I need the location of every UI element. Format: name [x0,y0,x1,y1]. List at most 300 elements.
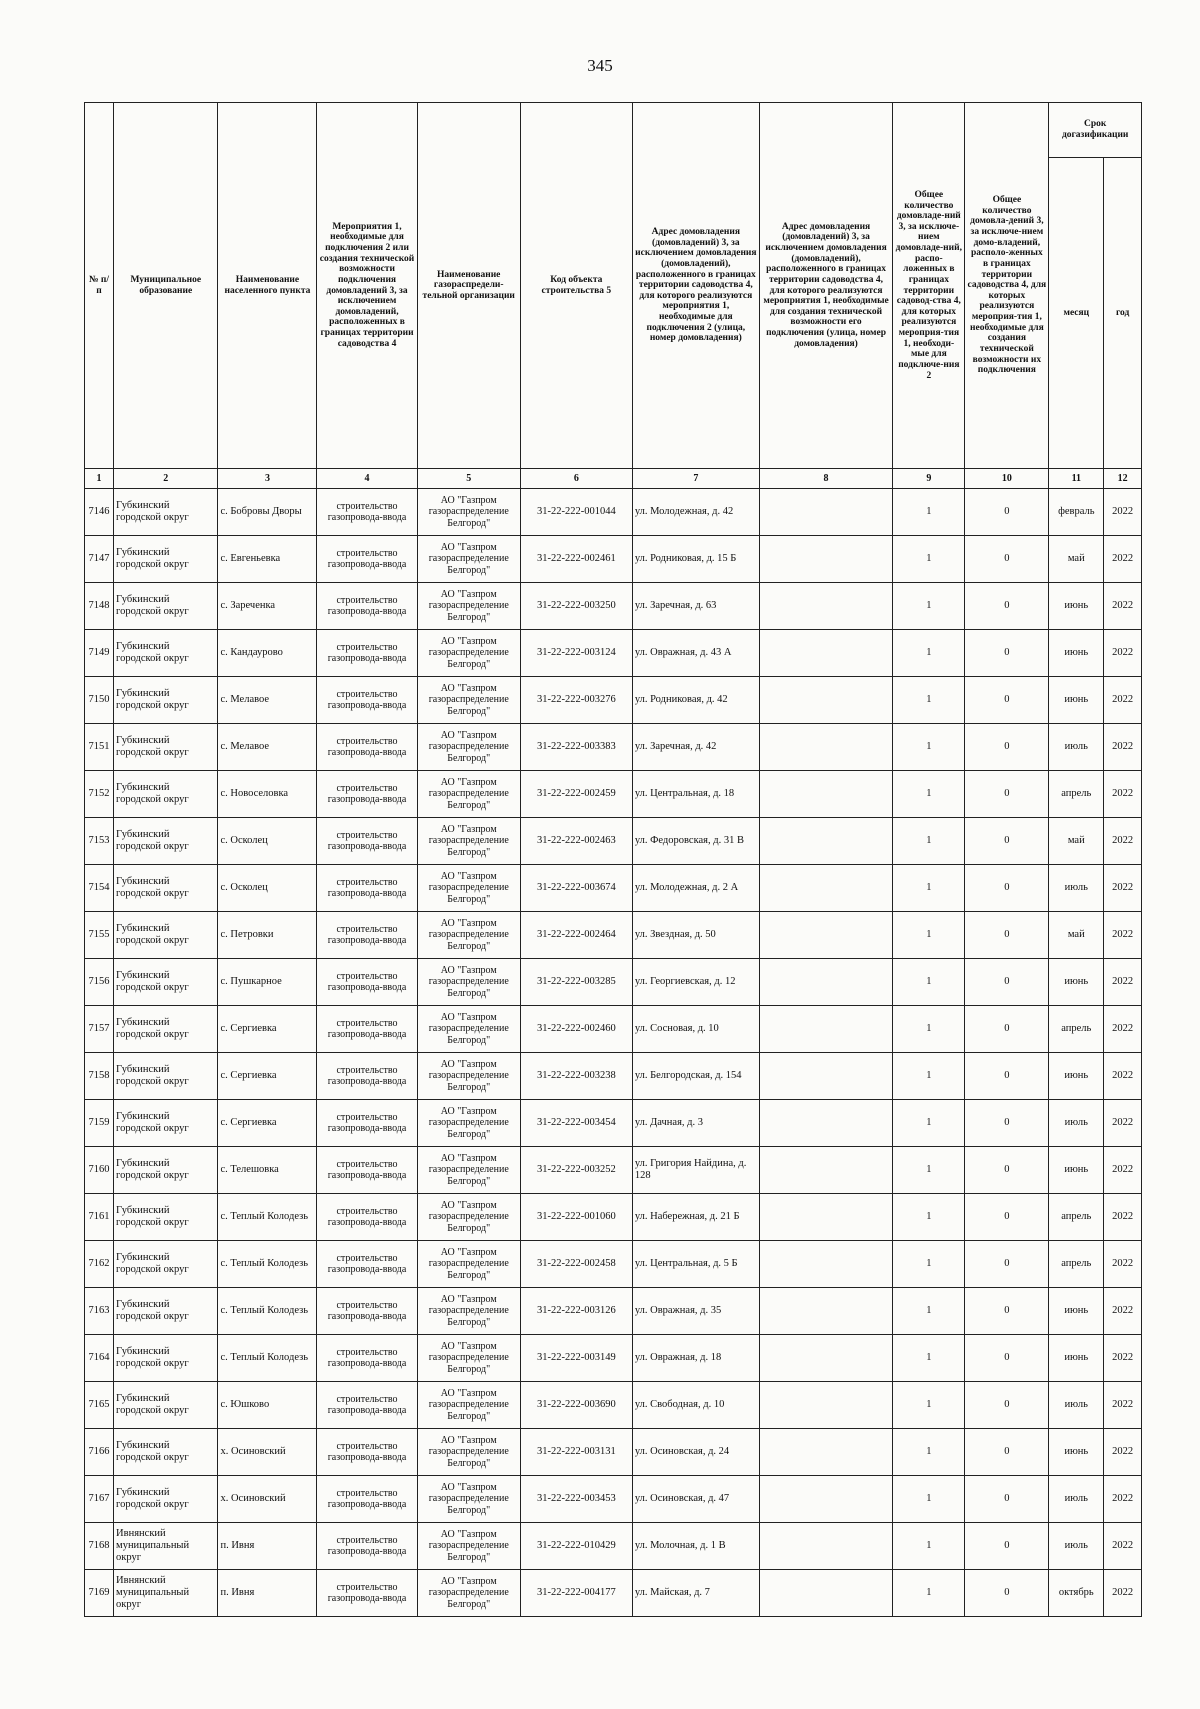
cell-activity: строительство газопровода-ввода [317,1288,417,1335]
cell-address: ул. Родниковая, д. 15 Б [632,536,759,583]
cell-address-technical [759,1523,892,1570]
cell-organization: АО "Газпром газораспределение Белгород" [417,959,520,1006]
column-number: 4 [317,469,417,489]
cell-municipality: Губкинский городской округ [114,818,218,865]
cell-count-connection: 1 [893,536,965,583]
cell-municipality: Губкинский городской округ [114,771,218,818]
cell-month: июль [1049,1100,1104,1147]
cell-activity: строительство газопровода-ввода [317,1006,417,1053]
column-number: 12 [1104,469,1142,489]
cell-settlement: х. Осиновский [218,1429,317,1476]
cell-address-technical [759,1382,892,1429]
cell-year: 2022 [1104,818,1142,865]
cell-row-number: 7150 [85,677,114,724]
cell-year: 2022 [1104,1429,1142,1476]
cell-settlement: с. Сергиевка [218,1100,317,1147]
cell-object-code: 31-22-222-002460 [520,1006,632,1053]
table-row [85,583,1142,630]
cell-year: 2022 [1104,1194,1142,1241]
table-row [85,1241,1142,1288]
cell-year: 2022 [1104,1053,1142,1100]
cell-municipality: Губкинский городской округ [114,1241,218,1288]
cell-row-number: 7160 [85,1147,114,1194]
cell-organization: АО "Газпром газораспределение Белгород" [417,912,520,959]
cell-settlement: с. Пушкарное [218,959,317,1006]
cell-organization: АО "Газпром газораспределение Белгород" [417,724,520,771]
cell-address-technical [759,1006,892,1053]
cell-address-technical [759,630,892,677]
cell-municipality: Губкинский городской округ [114,1335,218,1382]
cell-count-technical: 0 [965,1194,1049,1241]
cell-settlement: с. Мелавое [218,677,317,724]
cell-settlement: с. Теплый Колодезь [218,1194,317,1241]
cell-count-connection: 1 [893,865,965,912]
cell-month: июнь [1049,959,1104,1006]
cell-address: ул. Овражная, д. 43 А [632,630,759,677]
cell-month: июнь [1049,1147,1104,1194]
cell-count-technical: 0 [965,1382,1049,1429]
cell-address: ул. Звездная, д. 50 [632,912,759,959]
cell-count-connection: 1 [893,1006,965,1053]
cell-count-connection: 1 [893,1382,965,1429]
cell-address-technical [759,1100,892,1147]
cell-count-technical: 0 [965,1523,1049,1570]
cell-month: июнь [1049,1335,1104,1382]
cell-address: ул. Федоровская, д. 31 В [632,818,759,865]
table-row [85,677,1142,724]
cell-year: 2022 [1104,630,1142,677]
header-number: № п/п [85,103,114,469]
cell-address: ул. Осиновская, д. 24 [632,1429,759,1476]
cell-count-technical: 0 [965,1335,1049,1382]
table-row [85,1147,1142,1194]
cell-row-number: 7164 [85,1335,114,1382]
cell-address-technical [759,1570,892,1617]
cell-count-technical: 0 [965,630,1049,677]
cell-row-number: 7155 [85,912,114,959]
cell-settlement: с. Теплый Колодезь [218,1241,317,1288]
cell-count-technical: 0 [965,1241,1049,1288]
cell-object-code: 31-22-222-003690 [520,1382,632,1429]
cell-object-code: 31-22-222-002459 [520,771,632,818]
cell-object-code: 31-22-222-003149 [520,1335,632,1382]
table-row [85,959,1142,1006]
cell-month: апрель [1049,1241,1104,1288]
cell-count-technical: 0 [965,536,1049,583]
cell-municipality: Губкинский городской округ [114,1288,218,1335]
cell-municipality: Губкинский городской округ [114,677,218,724]
cell-month: май [1049,818,1104,865]
header-address-technical: Адрес домовладения (домовладений) 3, за исключением домовладения (домовладений), расположенного в границах территории садоводства 4, для которого реализуются мероприятия 1, необходимые для создания технической возможности его подключения (улица, номер домовладения) [759,103,892,469]
cell-row-number: 7158 [85,1053,114,1100]
cell-activity: строительство газопровода-ввода [317,771,417,818]
cell-object-code: 31-22-222-010429 [520,1523,632,1570]
cell-object-code: 31-22-222-002458 [520,1241,632,1288]
header-count-connection: Общее количество домовладе-ний 3, за исключе-нием домовладе-ний, распо-ложенных в границах территории садовод-ства 4, для которых реализуются мероприя-тия 1, необходи-мые для подключе-ния 2 [893,103,965,469]
table-row [85,1335,1142,1382]
cell-address: ул. Свободная, д. 10 [632,1382,759,1429]
cell-organization: АО "Газпром газораспределение Белгород" [417,1382,520,1429]
header-settlement: Наименование населенного пункта [218,103,317,469]
cell-year: 2022 [1104,677,1142,724]
cell-activity: строительство газопровода-ввода [317,489,417,536]
table-row [85,536,1142,583]
cell-activity: строительство газопровода-ввода [317,677,417,724]
column-number: 3 [218,469,317,489]
cell-activity: строительство газопровода-ввода [317,583,417,630]
cell-month: апрель [1049,1006,1104,1053]
cell-count-technical: 0 [965,818,1049,865]
cell-municipality: Губкинский городской округ [114,1476,218,1523]
cell-count-connection: 1 [893,1335,965,1382]
cell-activity: строительство газопровода-ввода [317,1053,417,1100]
cell-row-number: 7151 [85,724,114,771]
header-year: год [1104,158,1142,469]
cell-row-number: 7161 [85,1194,114,1241]
table-row [85,1053,1142,1100]
cell-year: 2022 [1104,912,1142,959]
cell-address-technical [759,1241,892,1288]
cell-settlement: с. Евгеньевка [218,536,317,583]
cell-settlement: с. Кандауровo [218,630,317,677]
cell-row-number: 7156 [85,959,114,1006]
table-row [85,1476,1142,1523]
cell-month: май [1049,912,1104,959]
cell-municipality: Губкинский городской округ [114,1053,218,1100]
cell-object-code: 31-22-222-003285 [520,959,632,1006]
cell-municipality: Губкинский городской округ [114,912,218,959]
cell-activity: строительство газопровода-ввода [317,1241,417,1288]
cell-count-connection: 1 [893,959,965,1006]
cell-month: июнь [1049,677,1104,724]
cell-organization: АО "Газпром газораспределение Белгород" [417,818,520,865]
cell-count-technical: 0 [965,865,1049,912]
cell-object-code: 31-22-222-003252 [520,1147,632,1194]
cell-address: ул. Молодежная, д. 42 [632,489,759,536]
cell-object-code: 31-22-222-003276 [520,677,632,724]
table-row [85,489,1142,536]
cell-count-connection: 1 [893,489,965,536]
cell-year: 2022 [1104,489,1142,536]
cell-address-technical [759,1147,892,1194]
cell-organization: АО "Газпром газораспределение Белгород" [417,1053,520,1100]
cell-address: ул. Дачная, д. 3 [632,1100,759,1147]
cell-year: 2022 [1104,1288,1142,1335]
cell-municipality: Губкинский городской округ [114,583,218,630]
header-organization: Наименование газораспредели-тельной организации [417,103,520,469]
cell-activity: строительство газопровода-ввода [317,1476,417,1523]
cell-count-technical: 0 [965,912,1049,959]
cell-object-code: 31-22-222-003383 [520,724,632,771]
cell-address: ул. Молочная, д. 1 В [632,1523,759,1570]
cell-year: 2022 [1104,536,1142,583]
cell-count-technical: 0 [965,1053,1049,1100]
cell-count-technical: 0 [965,1476,1049,1523]
cell-address: ул. Заречная, д. 42 [632,724,759,771]
cell-activity: строительство газопровода-ввода [317,1523,417,1570]
cell-count-technical: 0 [965,677,1049,724]
cell-address-technical [759,818,892,865]
cell-count-connection: 1 [893,677,965,724]
cell-month: июнь [1049,1429,1104,1476]
cell-month: июль [1049,1523,1104,1570]
header-count-technical: Общее количество домовла-дений 3, за исключе-нием домо-владений, располо-женных в границах территории садоводства 4, для которых реализуются мероприя-тия 1, необходимые для создания технической возможности их подключения [965,103,1049,469]
cell-settlement: с. Новоселовка [218,771,317,818]
cell-organization: АО "Газпром газораспределение Белгород" [417,1429,520,1476]
cell-address: ул. Григория Найдина, д. 128 [632,1147,759,1194]
cell-count-technical: 0 [965,771,1049,818]
cell-year: 2022 [1104,1476,1142,1523]
cell-address-technical [759,959,892,1006]
cell-count-technical: 0 [965,1100,1049,1147]
cell-count-technical: 0 [965,583,1049,630]
cell-year: 2022 [1104,1241,1142,1288]
cell-municipality: Губкинский городской округ [114,630,218,677]
cell-settlement: с. Петровки [218,912,317,959]
cell-organization: АО "Газпром газораспределение Белгород" [417,1570,520,1617]
table-row [85,1194,1142,1241]
cell-month: июнь [1049,1053,1104,1100]
cell-address-technical [759,583,892,630]
cell-municipality: Ивнянский муниципальный округ [114,1570,218,1617]
cell-year: 2022 [1104,1523,1142,1570]
cell-address-technical [759,489,892,536]
header-object-code: Код объекта строительства 5 [520,103,632,469]
cell-settlement: с. Телешовка [218,1147,317,1194]
cell-activity: строительство газопровода-ввода [317,865,417,912]
cell-municipality: Губкинский городской округ [114,1429,218,1476]
cell-month: апрель [1049,1194,1104,1241]
cell-object-code: 31-22-222-001044 [520,489,632,536]
cell-row-number: 7166 [85,1429,114,1476]
cell-activity: строительство газопровода-ввода [317,818,417,865]
cell-municipality: Губкинский городской округ [114,1147,218,1194]
cell-row-number: 7154 [85,865,114,912]
cell-object-code: 31-22-222-003238 [520,1053,632,1100]
cell-object-code: 31-22-222-003131 [520,1429,632,1476]
header-municipality: Муниципальное образование [114,103,218,469]
cell-settlement: с. Сергиевка [218,1053,317,1100]
cell-municipality: Губкинский городской округ [114,536,218,583]
cell-month: июнь [1049,1288,1104,1335]
cell-count-connection: 1 [893,1053,965,1100]
cell-object-code: 31-22-222-003124 [520,630,632,677]
cell-organization: АО "Газпром газораспределение Белгород" [417,1241,520,1288]
cell-address-technical [759,1335,892,1382]
cell-settlement: п. Ивня [218,1570,317,1617]
cell-organization: АО "Газпром газораспределение Белгород" [417,489,520,536]
cell-row-number: 7159 [85,1100,114,1147]
cell-settlement: с. Юшково [218,1382,317,1429]
cell-count-connection: 1 [893,583,965,630]
cell-address: ул. Белгородская, д. 154 [632,1053,759,1100]
cell-month: октябрь [1049,1570,1104,1617]
cell-activity: строительство газопровода-ввода [317,1335,417,1382]
cell-count-connection: 1 [893,1429,965,1476]
cell-activity: строительство газопровода-ввода [317,1194,417,1241]
cell-count-connection: 1 [893,724,965,771]
cell-activity: строительство газопровода-ввода [317,536,417,583]
cell-row-number: 7148 [85,583,114,630]
column-number: 6 [520,469,632,489]
cell-row-number: 7167 [85,1476,114,1523]
cell-address-technical [759,724,892,771]
cell-settlement: с. Теплый Колодезь [218,1288,317,1335]
cell-organization: АО "Газпром газораспределение Белгород" [417,583,520,630]
cell-activity: строительство газопровода-ввода [317,1382,417,1429]
table-row [85,1288,1142,1335]
cell-object-code: 31-22-222-002464 [520,912,632,959]
cell-row-number: 7163 [85,1288,114,1335]
cell-object-code: 31-22-222-003126 [520,1288,632,1335]
cell-activity: строительство газопровода-ввода [317,1100,417,1147]
cell-count-technical: 0 [965,1429,1049,1476]
cell-address: ул. Майская, д. 7 [632,1570,759,1617]
cell-count-connection: 1 [893,818,965,865]
cell-object-code: 31-22-222-003250 [520,583,632,630]
cell-address: ул. Георгиевская, д. 12 [632,959,759,1006]
cell-month: май [1049,536,1104,583]
cell-address: ул. Молодежная, д. 2 А [632,865,759,912]
column-numbers-row [85,469,1142,489]
cell-activity: строительство газопровода-ввода [317,630,417,677]
cell-activity: строительство газопровода-ввода [317,1147,417,1194]
cell-month: апрель [1049,771,1104,818]
cell-count-connection: 1 [893,912,965,959]
cell-municipality: Ивнянский муниципальный округ [114,1523,218,1570]
cell-count-technical: 0 [965,1147,1049,1194]
column-number: 7 [632,469,759,489]
table-row [85,912,1142,959]
cell-year: 2022 [1104,865,1142,912]
cell-row-number: 7169 [85,1570,114,1617]
cell-organization: АО "Газпром газораспределение Белгород" [417,1100,520,1147]
cell-year: 2022 [1104,1006,1142,1053]
cell-settlement: с. Осколец [218,865,317,912]
table-row [85,1382,1142,1429]
gasification-table [84,102,1142,1617]
cell-address-technical [759,536,892,583]
cell-address: ул. Набережная, д. 21 Б [632,1194,759,1241]
table-row [85,771,1142,818]
cell-organization: АО "Газпром газораспределение Белгород" [417,771,520,818]
cell-address-technical [759,1288,892,1335]
cell-organization: АО "Газпром газораспределение Белгород" [417,1476,520,1523]
table-row [85,630,1142,677]
cell-count-connection: 1 [893,1570,965,1617]
cell-activity: строительство газопровода-ввода [317,912,417,959]
table-row [85,1523,1142,1570]
column-number: 10 [965,469,1049,489]
cell-address-technical [759,912,892,959]
table-row [85,818,1142,865]
cell-year: 2022 [1104,1335,1142,1382]
cell-organization: АО "Газпром газораспределение Белгород" [417,1288,520,1335]
cell-address: ул. Сосновая, д. 10 [632,1006,759,1053]
cell-settlement: с. Мелавое [218,724,317,771]
cell-object-code: 31-22-222-002463 [520,818,632,865]
cell-month: июль [1049,1382,1104,1429]
cell-address: ул. Заречная, д. 63 [632,583,759,630]
cell-activity: строительство газопровода-ввода [317,1429,417,1476]
cell-month: июль [1049,724,1104,771]
cell-address-technical [759,1476,892,1523]
cell-count-connection: 1 [893,771,965,818]
cell-month: февраль [1049,489,1104,536]
table-row [85,724,1142,771]
column-number: 11 [1049,469,1104,489]
table-row [85,1100,1142,1147]
cell-address: ул. Овражная, д. 18 [632,1335,759,1382]
cell-year: 2022 [1104,583,1142,630]
cell-row-number: 7153 [85,818,114,865]
header-address-connection: Адрес домовладения (домовладений) 3, за исключением домовладения (домовладений), расположенного в границах территории садоводства 4, для которого реализуются мероприятия 1, необходимые для подключения 2 (улица, номер домовладения) [632,103,759,469]
cell-object-code: 31-22-222-004177 [520,1570,632,1617]
cell-count-connection: 1 [893,630,965,677]
cell-address: ул. Овражная, д. 35 [632,1288,759,1335]
cell-count-connection: 1 [893,1147,965,1194]
cell-month: июнь [1049,583,1104,630]
cell-year: 2022 [1104,1147,1142,1194]
cell-count-connection: 1 [893,1523,965,1570]
cell-object-code: 31-22-222-002461 [520,536,632,583]
cell-address-technical [759,1429,892,1476]
cell-year: 2022 [1104,1100,1142,1147]
cell-municipality: Губкинский городской округ [114,1100,218,1147]
cell-address: ул. Родниковая, д. 42 [632,677,759,724]
cell-municipality: Губкинский городской округ [114,1382,218,1429]
cell-count-connection: 1 [893,1194,965,1241]
cell-organization: АО "Газпром газораспределение Белгород" [417,630,520,677]
cell-count-connection: 1 [893,1100,965,1147]
cell-object-code: 31-22-222-001060 [520,1194,632,1241]
cell-municipality: Губкинский городской округ [114,489,218,536]
table-header [85,103,1142,489]
cell-municipality: Губкинский городской округ [114,865,218,912]
cell-settlement: с. Бобровы Дворы [218,489,317,536]
cell-count-technical: 0 [965,724,1049,771]
cell-row-number: 7149 [85,630,114,677]
cell-row-number: 7146 [85,489,114,536]
cell-address-technical [759,1194,892,1241]
cell-organization: АО "Газпром газораспределение Белгород" [417,1194,520,1241]
page-number: 345 [587,56,613,75]
cell-address-technical [759,771,892,818]
cell-row-number: 7168 [85,1523,114,1570]
cell-count-technical: 0 [965,1288,1049,1335]
cell-address: ул. Центральная, д. 5 Б [632,1241,759,1288]
cell-activity: строительство газопровода-ввода [317,724,417,771]
table-row [85,1570,1142,1617]
cell-activity: строительство газопровода-ввода [317,1570,417,1617]
cell-row-number: 7157 [85,1006,114,1053]
cell-address: ул. Центральная, д. 18 [632,771,759,818]
cell-organization: АО "Газпром газораспределение Белгород" [417,1335,520,1382]
cell-object-code: 31-22-222-003674 [520,865,632,912]
table-row [85,1429,1142,1476]
cell-count-connection: 1 [893,1241,965,1288]
cell-municipality: Губкинский городской округ [114,959,218,1006]
table-body [85,489,1142,1617]
column-number: 8 [759,469,892,489]
cell-settlement: п. Ивня [218,1523,317,1570]
cell-settlement: х. Осиновский [218,1476,317,1523]
cell-municipality: Губкинский городской округ [114,1006,218,1053]
cell-settlement: с. Теплый Колодезь [218,1335,317,1382]
cell-organization: АО "Газпром газораспределение Белгород" [417,865,520,912]
cell-year: 2022 [1104,771,1142,818]
cell-year: 2022 [1104,959,1142,1006]
